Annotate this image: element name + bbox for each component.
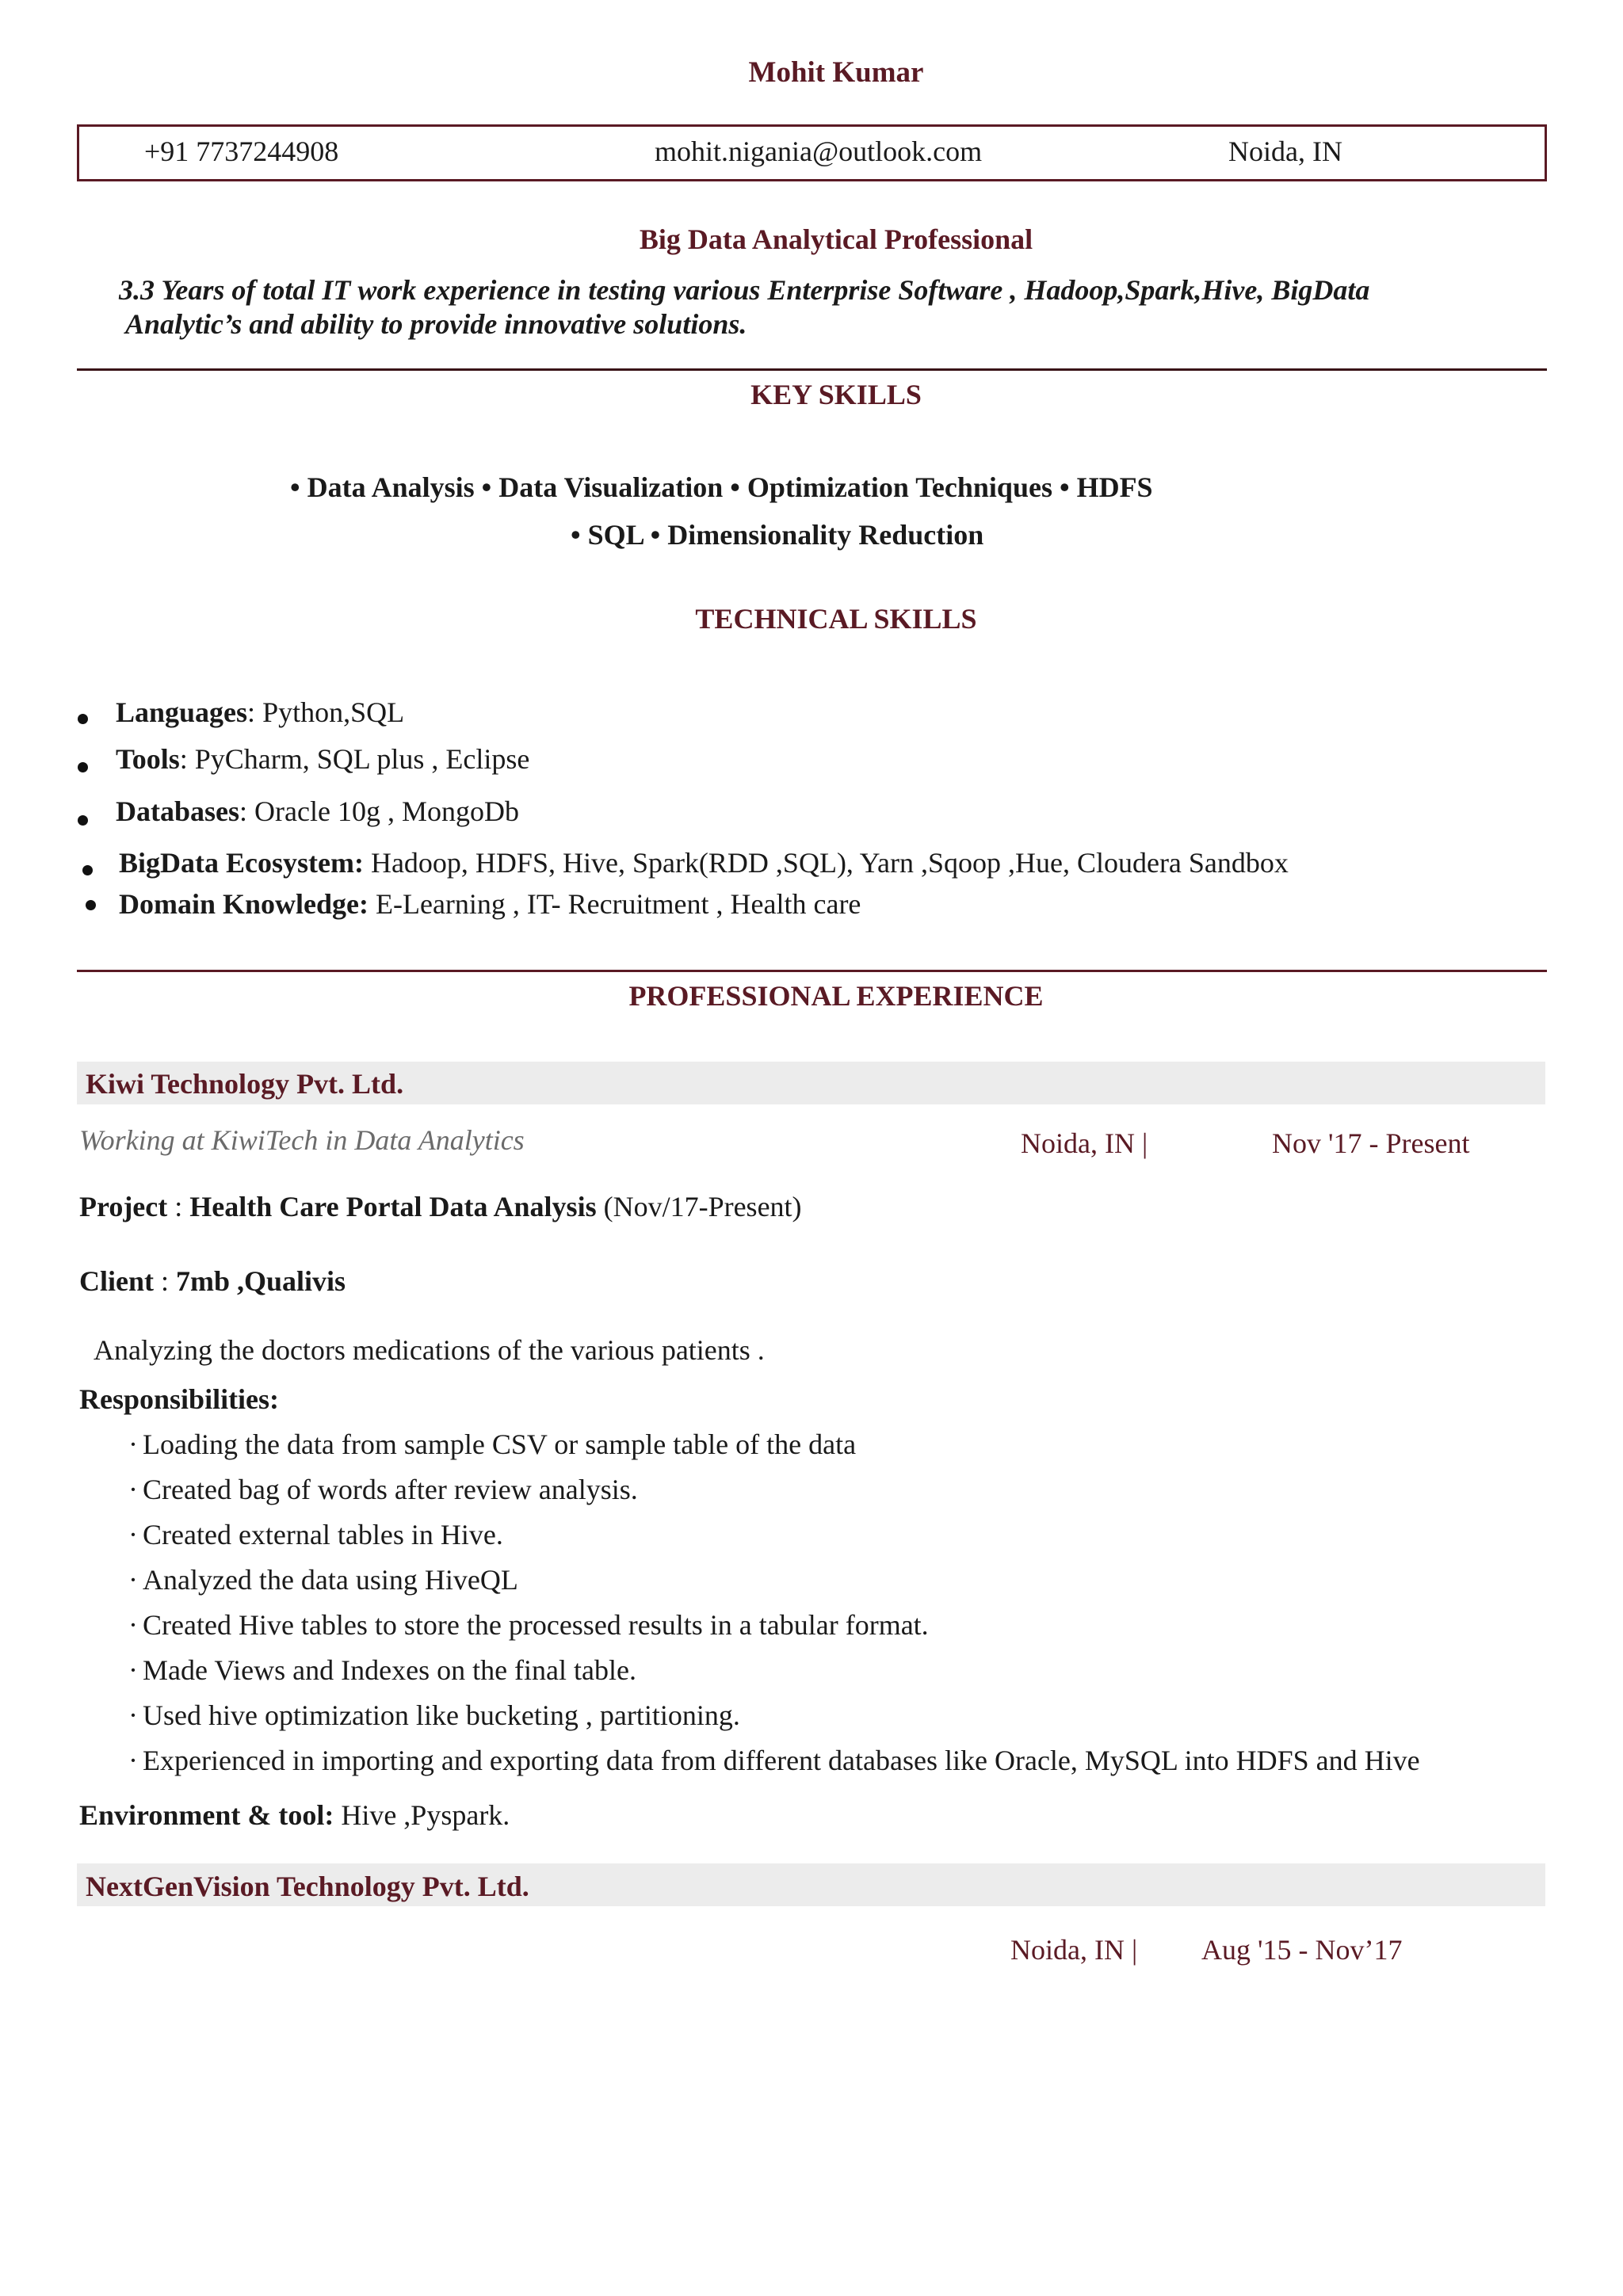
client-line: [79, 1264, 346, 1298]
responsibility-text: Created Hive tables to store the processed results in a tabular format.: [143, 1609, 929, 1641]
responsibility-item: [128, 1473, 638, 1506]
email-address[interactable]: mohit.nigania@outlook.com: [655, 135, 983, 167]
bullet-dot-icon: [78, 714, 88, 724]
project-name: Health Care Portal Data Analysis: [189, 1191, 597, 1222]
responsibility-text: Created external tables in Hive.: [143, 1519, 503, 1550]
responsibility-text: Used hive optimization like bucketing , partitioning.: [143, 1699, 740, 1731]
key-skills-heading: KEY SKILLS: [750, 379, 922, 410]
tech-skill-label: BigData Ecosystem:: [119, 847, 364, 879]
client-name: 7mb ,Qualivis: [176, 1265, 346, 1297]
responsibility-text: Loading the data from sample CSV or sample table of the data: [143, 1428, 857, 1460]
middle-dot-icon: ·: [128, 1654, 138, 1686]
middle-dot-icon: ·: [128, 1564, 138, 1596]
job-dates: Aug '15 - Nov’17: [1201, 1934, 1403, 1966]
tech-skill-value: Python,SQL: [255, 696, 405, 728]
tech-skill-value: PyCharm, SQL plus , Eclipse: [187, 743, 530, 775]
section-divider: [77, 368, 1547, 371]
tech-skill-label: Tools: [116, 743, 180, 775]
experience-heading: PROFESSIONAL EXPERIENCE: [628, 980, 1044, 1012]
responsibility-item: [128, 1563, 518, 1596]
tech-skill-domain: [119, 887, 861, 921]
key-skills-line-2: • SQL • Dimensionality Reduction: [571, 519, 984, 551]
responsibility-item: [128, 1428, 856, 1461]
tech-skill-bigdata: [119, 846, 1289, 879]
responsibility-item: [128, 1699, 740, 1732]
job-location: Noida, IN |: [1010, 1934, 1138, 1966]
job-location: Noida, IN |: [1021, 1127, 1148, 1159]
middle-dot-icon: ·: [128, 1474, 138, 1505]
summary-line-2: Analytic’s and ability to provide innovative solutions.: [125, 308, 747, 340]
bullet-dot-icon: [78, 815, 88, 826]
project-description: Analyzing the doctors medications of the various patients .: [94, 1334, 765, 1366]
project-label: Project: [79, 1191, 168, 1222]
tech-skill-value: Oracle 10g , MongoDb: [247, 795, 519, 827]
responsibility-text: Created bag of words after review analysis.: [143, 1474, 638, 1505]
environment-line: [79, 1798, 510, 1832]
project-line: [79, 1190, 802, 1223]
tech-skill-tools: [116, 742, 529, 776]
job-dates: Nov '17 - Present: [1272, 1127, 1470, 1159]
client-label: Client: [79, 1265, 154, 1297]
candidate-name: Mohit Kumar: [748, 56, 924, 89]
responsibility-item: [128, 1518, 503, 1551]
middle-dot-icon: ·: [128, 1519, 138, 1550]
tech-skill-label: Domain Knowledge:: [119, 888, 369, 920]
key-skills-line-1: • Data Analysis • Data Visualization • Optimization Techniques • HDFS: [290, 471, 1153, 503]
bullet-dot-icon: [86, 900, 96, 910]
project-sep: :: [167, 1191, 190, 1222]
tech-skill-databases: [116, 795, 519, 828]
responsibility-item: [128, 1608, 929, 1642]
tech-skill-value: E-Learning , IT- Recruitment , Health care: [369, 888, 861, 920]
project-period: (Nov/17-Present): [596, 1191, 802, 1222]
tech-skill-value: Hadoop, HDFS, Hive, Spark(RDD ,SQL), Yarn ,Sqoop ,Hue, Cloudera Sandbox: [363, 847, 1289, 879]
company-name: NextGenVision Technology Pvt. Ltd.: [86, 1871, 529, 1902]
technical-skills-heading: TECHNICAL SKILLS: [695, 603, 977, 635]
tech-skill-sep: :: [179, 743, 188, 775]
job-role: Working at KiwiTech in Data Analytics: [79, 1124, 525, 1156]
company-name: Kiwi Technology Pvt. Ltd.: [86, 1068, 404, 1100]
middle-dot-icon: ·: [128, 1745, 138, 1776]
tech-skill-sep: :: [247, 696, 256, 728]
tech-skill-sep: :: [239, 795, 248, 827]
responsibility-text: Analyzed the data using HiveQL: [143, 1564, 518, 1596]
environment-value: Hive ,Pyspark.: [334, 1799, 510, 1831]
tech-skill-label: Databases: [116, 795, 240, 827]
contact-location: Noida, IN: [1228, 135, 1342, 167]
client-sep: :: [154, 1265, 177, 1297]
tech-skill-languages: [116, 696, 404, 729]
phone-number: +91 7737244908: [144, 135, 339, 167]
middle-dot-icon: ·: [128, 1609, 138, 1641]
environment-label: Environment & tool:: [79, 1799, 334, 1831]
middle-dot-icon: ·: [128, 1699, 138, 1731]
responsibility-item: [128, 1653, 636, 1687]
professional-title: Big Data Analytical Professional: [639, 223, 1033, 255]
tech-skill-label: Languages: [116, 696, 248, 728]
summary-line-1: 3.3 Years of total IT work experience in testing various Enterprise Software , Hadoop,Spark,Hive, BigData: [119, 274, 1370, 306]
responsibilities-label: Responsibilities:: [79, 1383, 280, 1415]
bullet-dot-icon: [82, 865, 93, 875]
responsibility-text: Experienced in importing and exporting data from different databases like Oracle, MySQL into HDFS and Hive: [143, 1745, 1420, 1776]
bullet-dot-icon: [78, 762, 88, 772]
middle-dot-icon: ·: [128, 1428, 138, 1460]
section-divider: [77, 970, 1547, 972]
responsibility-item: [128, 1744, 1420, 1777]
responsibility-text: Made Views and Indexes on the final table.: [143, 1654, 636, 1686]
